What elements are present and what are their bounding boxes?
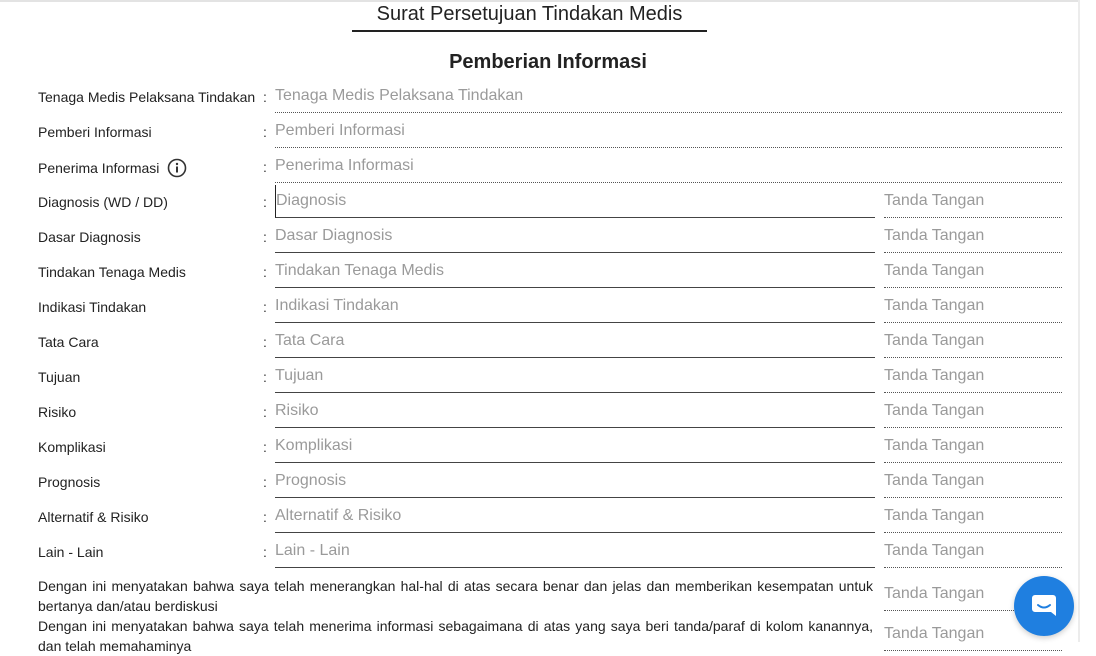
form-row-tujuan [0, 360, 1080, 395]
colon: : [263, 334, 267, 350]
chat-bubble-icon [1029, 591, 1059, 621]
statement-giver: Dengan ini menyatakan bahwa saya telah menerangkan hal-hal di atas secara benar dan jelas dan memberikan kesempatan untuk bertanya dan/atau berdiskusi [38, 578, 873, 614]
colon: : [263, 474, 267, 490]
colon: : [263, 229, 267, 245]
tindakan-tenaga-medis-input[interactable] [275, 255, 875, 287]
field-wrapper [275, 115, 1062, 148]
signature-wrapper [884, 185, 1062, 218]
statement-receiver: Dengan ini menyatakan bahwa saya telah menerima informasi sebagaimana di atas yang saya beri tanda/paraf di kolom kanannya, dan telah memahaminya [38, 618, 873, 654]
penerima-informasi-input[interactable] [275, 150, 1062, 182]
field-label: Tata Cara [38, 334, 99, 350]
form-row-prognosis [0, 465, 1080, 500]
field-label: Tenaga Medis Pelaksana Tindakan [38, 89, 256, 105]
form-row-alternatif-risiko [0, 500, 1080, 535]
field-label: Risiko [38, 404, 77, 420]
diagnosis-input[interactable] [276, 185, 875, 217]
field-label: Penerima Informasi [38, 160, 160, 176]
tujuan-input[interactable] [275, 360, 875, 392]
colon: : [263, 299, 267, 315]
colon: : [263, 369, 267, 385]
signature-wrapper [884, 325, 1062, 358]
signature-input[interactable] [884, 185, 1062, 217]
field-wrapper [275, 325, 875, 358]
field-wrapper [275, 360, 875, 393]
signature-wrapper [884, 500, 1062, 533]
colon: : [263, 124, 267, 140]
colon: : [263, 264, 267, 280]
signature-wrapper [884, 535, 1062, 568]
form-row-lain-lain [0, 535, 1080, 570]
form-row-tenaga-medis [0, 80, 1080, 115]
field-wrapper [275, 150, 1062, 183]
field-wrapper [275, 500, 875, 533]
field-label: Diagnosis (WD / DD) [38, 194, 168, 210]
form-row-komplikasi [0, 430, 1080, 465]
field-label: Tujuan [38, 369, 81, 385]
indikasi-tindakan-input[interactable] [275, 290, 875, 322]
signature-wrapper [884, 360, 1062, 393]
lain-lain-input[interactable] [275, 535, 875, 567]
colon: : [263, 404, 267, 420]
signature-wrapper [884, 395, 1062, 428]
signature-input[interactable] [884, 465, 1062, 497]
field-label: Alternatif & Risiko [38, 509, 149, 525]
colon: : [263, 544, 267, 560]
field-label: Tindakan Tenaga Medis [38, 264, 186, 280]
dasar-diagnosis-input[interactable] [275, 220, 875, 252]
field-wrapper [275, 80, 1062, 113]
signature-input[interactable] [884, 535, 1062, 567]
colon: : [263, 439, 267, 455]
signature-input[interactable] [884, 290, 1062, 322]
field-label: Lain - Lain [38, 544, 104, 560]
signature-input[interactable] [884, 500, 1062, 532]
field-label: Dasar Diagnosis [38, 229, 141, 245]
section-title: Pemberian Informasi [449, 51, 647, 73]
chat-launcher-button[interactable] [1014, 576, 1074, 636]
signature-wrapper [884, 465, 1062, 498]
colon: : [263, 89, 267, 105]
colon: : [263, 194, 267, 210]
field-wrapper [275, 465, 875, 498]
signature-wrapper [884, 430, 1062, 463]
field-label: Indikasi Tindakan [38, 299, 147, 315]
form-row-penerima-informasi [0, 150, 1080, 185]
tata-cara-input[interactable] [275, 325, 875, 357]
signature-input[interactable] [884, 430, 1062, 462]
field-wrapper [275, 535, 875, 568]
form-row-risiko [0, 395, 1080, 430]
signature-wrapper [884, 220, 1062, 253]
signature-input[interactable] [884, 255, 1062, 287]
form-row-diagnosis [0, 185, 1080, 220]
form-row-tindakan-tenaga-medis [0, 255, 1080, 290]
prognosis-input[interactable] [275, 465, 875, 497]
field-wrapper [275, 255, 875, 288]
page-title: Surat Persetujuan Tindakan Medis [352, 0, 707, 32]
field-wrapper [275, 220, 875, 253]
field-wrapper [275, 430, 875, 463]
field-label: Pemberi Informasi [38, 124, 152, 140]
form-row-indikasi-tindakan [0, 290, 1080, 325]
signature-input[interactable] [884, 220, 1062, 252]
field-label: Komplikasi [38, 439, 106, 455]
field-wrapper [275, 395, 875, 428]
signature-input[interactable] [884, 325, 1062, 357]
colon: : [263, 509, 267, 525]
field-wrapper [275, 290, 875, 323]
signature-input[interactable] [884, 395, 1062, 427]
field-label-with-icon [38, 158, 187, 178]
info-circle-icon[interactable] [167, 158, 187, 178]
signature-wrapper [884, 255, 1062, 288]
colon: : [263, 159, 267, 175]
form-row-pemberi-informasi [0, 115, 1080, 150]
risiko-input[interactable] [275, 395, 875, 427]
field-wrapper [275, 185, 875, 218]
signature-wrapper [884, 290, 1062, 323]
tenaga-medis-input[interactable] [275, 80, 1062, 112]
signature-input[interactable] [884, 360, 1062, 392]
field-label: Prognosis [38, 474, 101, 490]
alternatif-risiko-input[interactable] [275, 500, 875, 532]
pemberi-informasi-input[interactable] [275, 115, 1062, 147]
komplikasi-input[interactable] [275, 430, 875, 462]
form-row-tata-cara [0, 325, 1080, 360]
form-row-dasar-diagnosis [0, 220, 1080, 255]
